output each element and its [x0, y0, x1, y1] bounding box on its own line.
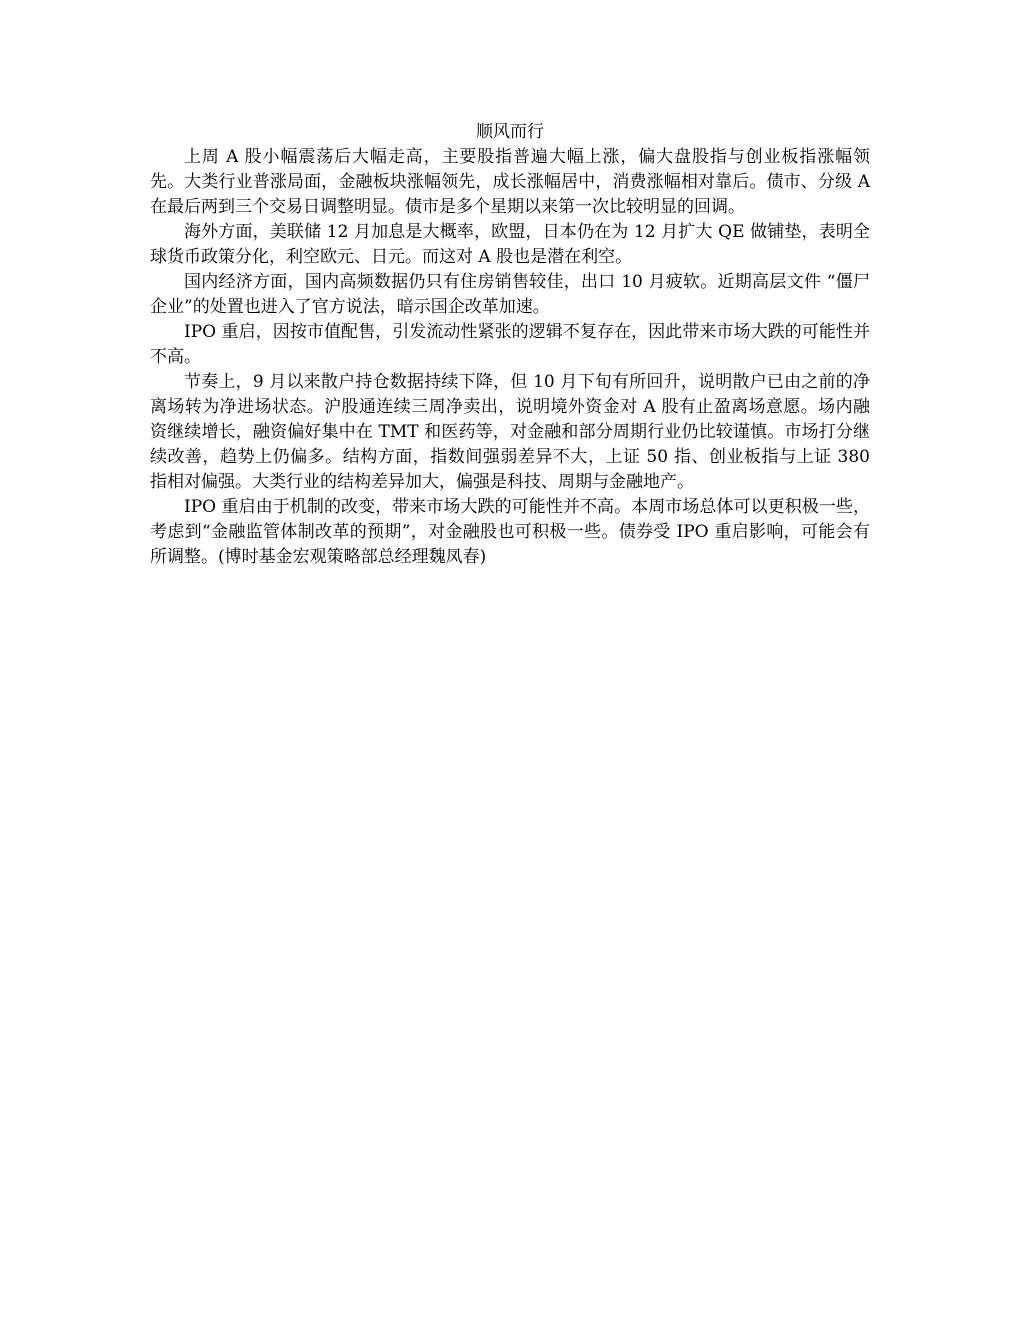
paragraph-overseas: 海外方面，美联储 12 月加息是大概率，欧盟，日本仍在为 12 月扩大 QE 做铺垫，表明全球货币政策分化，利空欧元、日元。而这对 A 股也是潜在利空。 — [150, 222, 870, 267]
document-title: 顺风而行 — [476, 122, 544, 142]
paragraph-rhythm-structure: 节奏上，9 月以来散户持仓数据持续下降，但 10 月下旬有所回升，说明散户已由之前的净离场转为净进场状态。沪股通连续三周净卖出，说明境外资金对 A 股有止盈离场意愿。场内融资继续增长，融资偏好集中在 TMT 和医药等，对金融和部分周期行业仍比较谨慎。市场打分继续改善，趋势上仍偏多。结构方面，指数间强弱差异不大，上证 50 指、创业板指与上证 380 指相对偏强。大类行业的结构差异加大，偏强是科技、周期与金融地产。 — [150, 372, 870, 492]
paragraph-market-review: 上周 A 股小幅震荡后大幅走高，主要股指普遍大幅上涨，偏大盘股指与创业板指涨幅领先。大类行业普涨局面，金融板块涨幅领先，成长涨幅居中，消费涨幅相对靠后。债市、分级 A 在最后两到三个交易日调整明显。债市是多个星期以来第一次比较明显的回调。 — [150, 147, 870, 217]
paragraph-ipo-restart: IPO 重启，因按市值配售，引发流动性紧张的逻辑不复存在，因此带来市场大跌的可能性并不高。 — [150, 322, 870, 367]
document-body — [150, 120, 870, 570]
paragraph-domestic-economy: 国内经济方面，国内高频数据仍只有住房销售较佳，出口 10 月疲软。近期高层文件 “僵尸企业”的处置也进入了官方说法，暗示国企改革加速。 — [150, 272, 870, 317]
paragraph-outlook: IPO 重启由于机制的改变，带来市场大跌的可能性并不高。本周市场总体可以更积极一些，考虑到“金融监管体制改革的预期”，对金融股也可积极一些。债券受 IPO 重启影响，可能会有所调整。(博时基金宏观策略部总经理魏凤春) — [150, 497, 870, 567]
